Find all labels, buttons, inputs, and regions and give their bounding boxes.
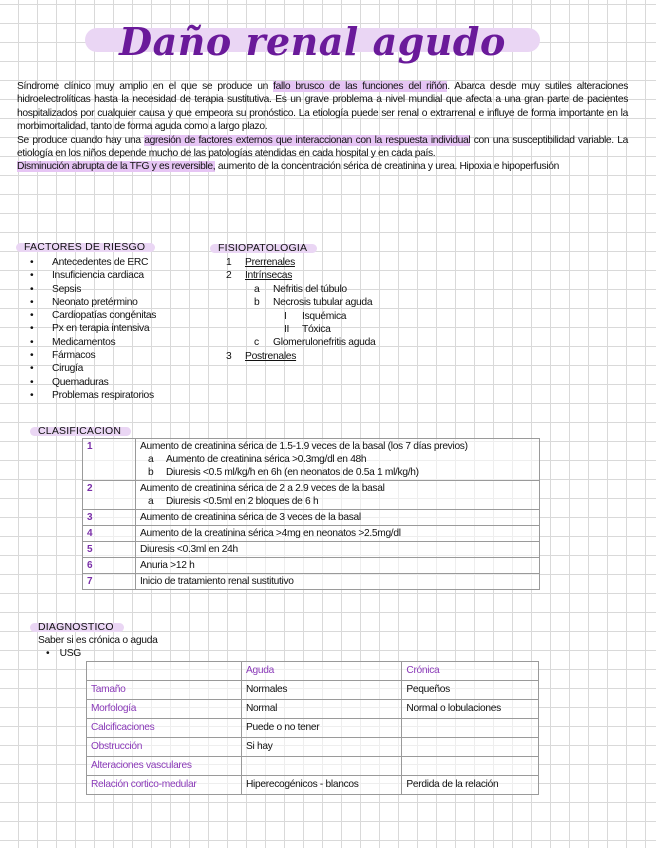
table-row [87,719,539,738]
aguda-cell [242,757,402,776]
list-item: • Insuficiencia cardiaca [30,269,156,282]
table-row [87,738,539,757]
page-title: Daño renal agudo [119,19,506,64]
sub-letter: a [148,454,154,465]
cronica-cell [402,757,539,776]
table-row [83,558,540,574]
row-header: Morfología [87,700,242,719]
table-row [83,439,540,481]
stage-text: Inicio de tratamiento renal sustitutivo [136,574,540,590]
table-row [83,481,540,510]
list-item: • Px en terapia intensiva [30,322,156,335]
stage-subitem [140,453,535,466]
item-label: Postrenales [245,350,297,362]
intro-text-run: Síndrome clínico muy amplio en el que se produce un [17,81,274,92]
cronica-cell: Pequeños [402,681,539,700]
empty-header-cell [87,662,242,681]
usg-bullet: • USG [46,648,81,659]
highlighted-phrase: fallo brusco de las funciones del riñón [273,81,448,92]
sub-letter: b [148,467,154,478]
aguda-cell: Puede o no tener [242,719,402,738]
table-row [83,542,540,558]
diagnostico-heading-label: DIAGNOSTICO [38,621,114,633]
fisio-heading [218,242,307,255]
table-row [87,776,539,795]
cronica-cell: Perdida de la relación [402,776,539,795]
stage-text: Anuria >12 h [136,558,540,574]
item-letter: a [254,283,260,295]
intro-text-run: con una susceptibilidad variable. La etiología en los niños depende mucho de las patologías atendidas en cada hospital y en cada país. [17,134,628,160]
list-item: • Medicamentos [30,336,156,349]
item-letter: c [254,337,259,349]
stage-number: 2 [83,481,136,510]
stage-text: Aumento de creatinina sérica de 3 veces de la basal [136,510,540,526]
risk-factor-list [30,256,156,402]
cronica-cell: Normal o lobulaciones [402,700,539,719]
item-roman: I [284,310,287,322]
column-header-aguda: Aguda [242,662,402,681]
clasificacion-heading [38,425,121,438]
item-number: 2 [226,270,232,282]
row-header: Calcificaciones [87,719,242,738]
diagnostico-heading [38,621,114,634]
column-header-cronica: Crónica [402,662,539,681]
intro-text-run: aumento de la concentración sérica de creatinina y urea. Hipoxia e hipoperfusión [215,161,560,173]
fisio-heading-label: FISIOPATOLOGIA [218,242,308,254]
item-number: 1 [226,257,232,268]
aguda-cell: Hiperecogénicos - blancos [242,776,402,795]
stage-number: 3 [83,510,136,526]
aguda-cell: Si hay [242,738,402,757]
title-block [85,18,540,68]
row-header: Alteraciones vasculares [87,757,242,776]
diagnostico-subtitle: Saber si es crónica o aguda [38,635,158,646]
table-row [83,574,540,590]
list-item: • Quemaduras [30,376,156,389]
item-label: Isquémica [302,310,347,322]
cronica-cell [402,719,539,738]
item-label: Prerrenales [245,257,295,268]
aguda-cell: Normal [242,700,402,719]
stage-subitem [140,495,535,508]
stage-text: Aumento de creatinina sérica de 2 a 2.9 veces de la basal [140,483,385,494]
aguda-cell: Normales [242,681,402,700]
table-row [83,510,540,526]
table-row [87,681,539,700]
list-item: • Neonato pretérmino [30,296,156,309]
stage-cell [136,481,540,510]
cronica-cell [402,738,539,757]
stage-number: 7 [83,574,136,590]
stage-number: 1 [83,439,136,481]
factores-heading [24,241,145,254]
item-label: Nefritis del túbulo [273,283,347,295]
row-header: Tamaño [87,681,242,700]
item-label: Intrínsecas [245,270,293,282]
stage-number: 5 [83,542,136,558]
table-row [83,526,540,542]
intro-text-run: . Abarca desde muy sutiles alteraciones hidroelectrolíticas hasta la necesidad de terapia sustitutiva. Es un grave problema a nivel mundial que afecta a una gran parte de pacientes hospitalizados por cualquier causa y que empeora su pronóstico. La etiología puede ser renal o extrarrenal e influye de forma importante en la morbimortalidad, tanto de forma aguda como a largo plazo. [17,81,628,133]
intro-paragraph-3 [17,160,628,173]
stage-number: 6 [83,558,136,574]
highlighted-phrase: Disminución abrupta de la TFG y es reversible, [17,161,216,173]
diagnostico-table [86,661,539,795]
clasificacion-table [82,438,540,590]
item-letter: b [254,297,260,309]
item-number: 3 [226,350,232,362]
table-row [87,757,539,776]
sub-text: Diuresis <0.5ml en 2 bloques de 6 h [166,496,319,507]
table-header-row [87,662,539,681]
list-item: • Cardiopatías congénitas [30,309,156,322]
stage-text: Aumento de creatinina sérica de 1.5-1.9 veces de la basal (los 7 días previos) [140,441,468,452]
row-header: Obstrucción [87,738,242,757]
intro-text [17,80,628,174]
highlighted-phrase: agresión de factores externos que interaccionan con la respuesta individual [144,134,471,146]
list-item: • Sepsis [30,283,156,296]
factores-heading-label: FACTORES DE RIESGO [24,241,146,253]
stage-cell [136,439,540,481]
stage-number: 4 [83,526,136,542]
intro-paragraph-2 [17,134,628,161]
intro-text-run: Se produce cuando hay una [17,134,145,146]
sub-text: Aumento de creatinina sérica >0.3mg/dl en 48h [166,454,367,465]
usg-label: USG [59,648,81,659]
intro-paragraph-1 [17,80,628,134]
list-item: • Antecedentes de ERC [30,256,156,269]
list-item: • Cirugía [30,362,156,375]
stage-subitem [140,466,535,479]
sub-text: Diuresis <0.5 ml/kg/h en 6h (en neonatos de 0.5a 1 ml/kg/h) [166,467,419,478]
item-label: Necrosis tubular aguda [273,297,373,309]
item-roman: II [284,323,290,335]
clasificacion-heading-label: CLASIFICACION [38,425,122,437]
list-item: • Fármacos [30,349,156,362]
sub-letter: a [148,496,154,507]
table-row [87,700,539,719]
stage-text: Aumento de la creatinina sérica >4mg en neonatos >2.5mg/dl [136,526,540,542]
item-label: Tóxica [302,323,331,335]
row-header: Relación cortico-medular [87,776,242,795]
stage-text: Diuresis <0.3ml en 24h [136,542,540,558]
list-item: • Problemas respiratorios [30,389,156,402]
item-label: Glomerulonefritis aguda [273,337,376,349]
